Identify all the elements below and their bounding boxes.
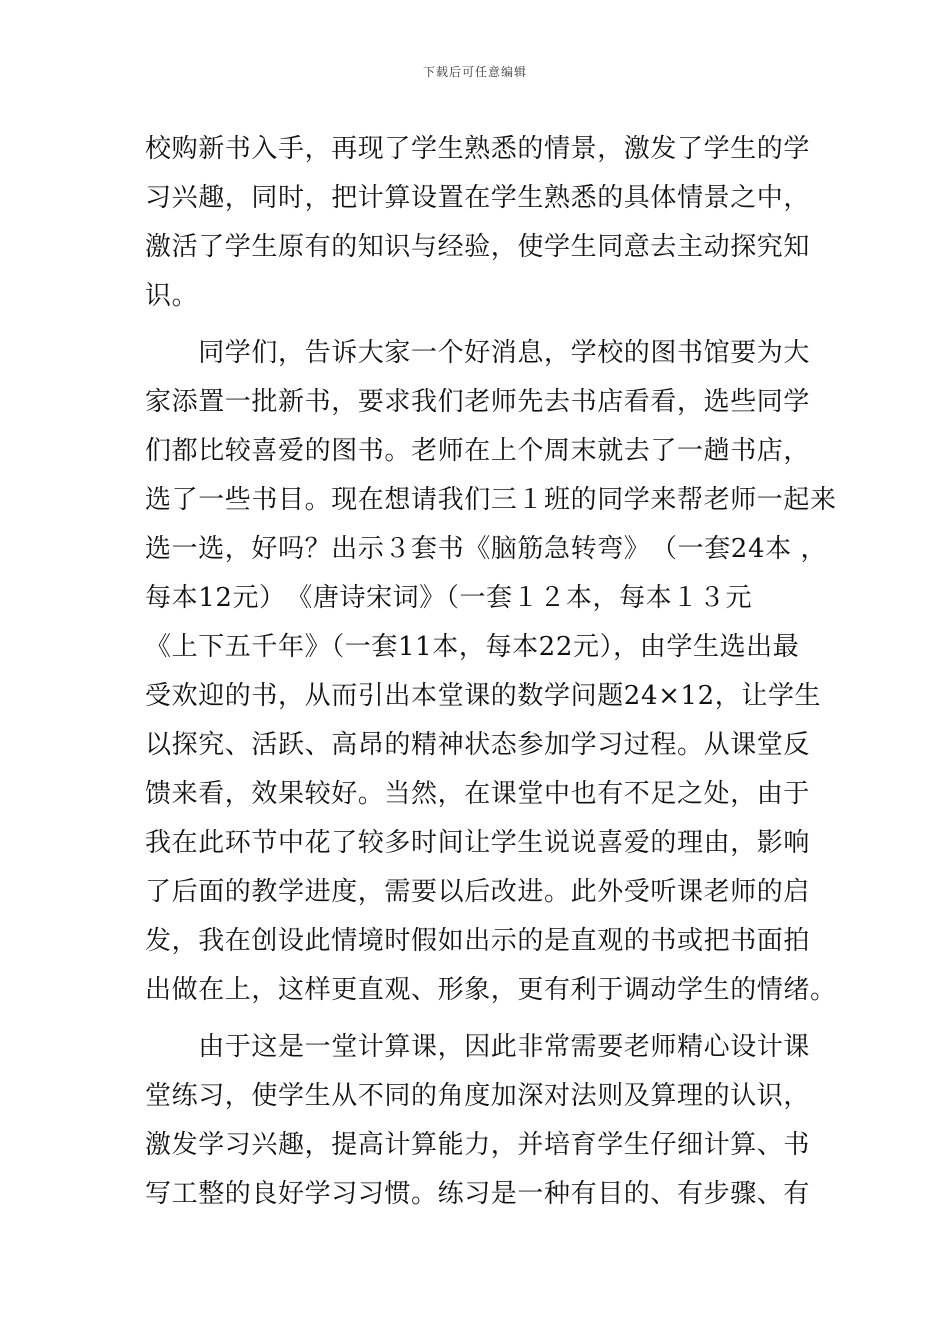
text-line: 出做在上，这样更直观、形象，更有利于调动学生的情绪。 [145, 975, 837, 1005]
text-line: 堂练习，使学生从不同的角度加深对法则及算理的认识， [145, 1081, 811, 1111]
text-line: 受欢迎的书，从而引出本堂课的数学问题24×12，让学生 [145, 681, 822, 711]
text-line: 了后面的教学进度，需要以后改进。此外受听课老师的启 [145, 877, 811, 907]
paragraph-1 [145, 125, 815, 321]
text-line: 激活了学生原有的知识与经验，使学生同意去主动探究知 [145, 232, 811, 262]
document-body [145, 125, 837, 1227]
text-line: 同学们，告诉大家一个好消息，学校的图书馆要为大 [145, 338, 811, 368]
text-line: 馈来看，效果较好。当然，在课堂中也有不足之处，由于 [145, 779, 811, 809]
paragraph-2 [145, 329, 837, 1015]
text-line: 由于这是一堂计算课，因此非常需要老师精心设计课 [145, 1032, 811, 1062]
text-line: 家添置一批新书，要求我们老师先去书店看看，选些同学 [145, 387, 811, 417]
page-header: 下载后可任意编辑 [422, 65, 527, 79]
text-line: 写工整的良好学习习惯。练习是一种有目的、有步骤、有 [145, 1179, 811, 1209]
text-line: 们都比较喜爱的图书。老师在上个周末就去了一趟书店， [145, 436, 811, 466]
paragraph-3 [145, 1023, 815, 1219]
text-line: 习兴趣，同时，把计算设置在学生熟悉的具体情景之中， [145, 183, 811, 213]
text-line: 我在此环节中花了较多时间让学生说说喜爱的理由，影响 [145, 828, 811, 858]
text-line: 选了一些书目。现在想请我们三１班的同学来帮老师一起来 [145, 485, 837, 515]
text-line: 以探究、活跃、高昂的精神状态参加学习过程。从课堂反 [145, 730, 811, 760]
text-line: 发，我在创设此情境时假如出示的是直观的书或把书面拍 [145, 926, 811, 956]
text-line: 每本12元） 《唐诗宋词》（一套１２本，每本１３元 [145, 583, 753, 613]
text-line: 校购新书入手，再现了学生熟悉的情景，激发了学生的学 [145, 134, 811, 164]
text-line: 《上下五千年》（一套11本，每本22元），由学生选出最 [145, 632, 800, 662]
text-line: 选一选，好吗？出示３套书《脑筋急转弯》 （一套24本 ， [145, 534, 828, 564]
text-line: 识。 [145, 281, 199, 311]
text-line: 激发学习兴趣，提高计算能力，并培育学生仔细计算、书 [145, 1130, 811, 1160]
